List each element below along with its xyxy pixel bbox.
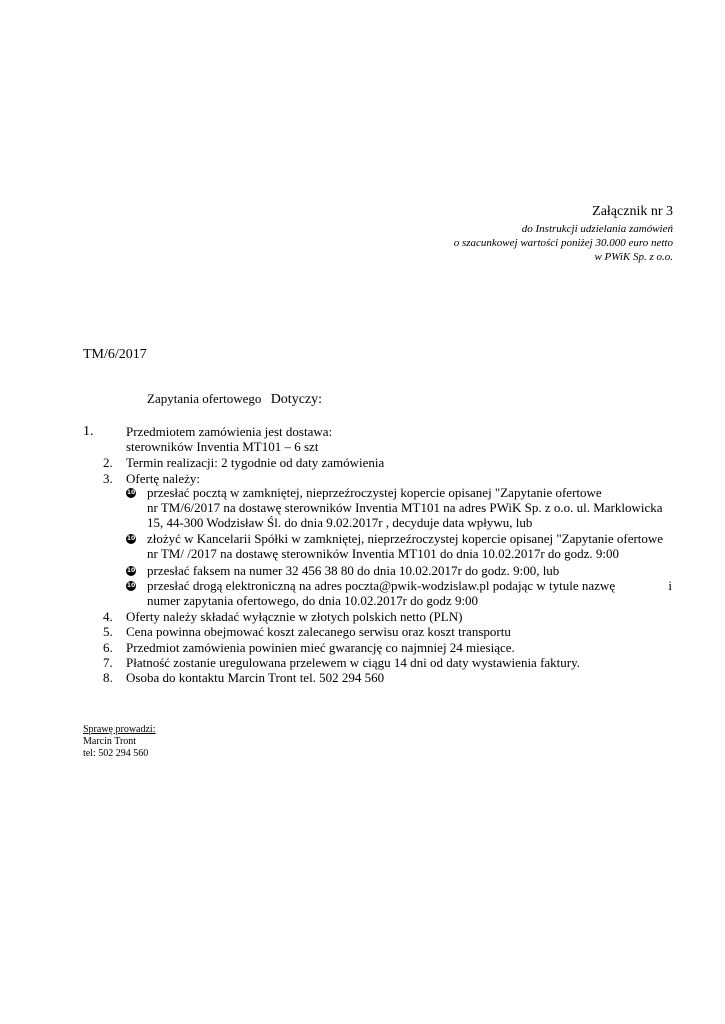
item-1-line-2: sterowników Inventia MT101 – 6 szt: [126, 439, 319, 454]
subject-line: [147, 391, 322, 408]
bullet-1-line-1: przesłać pocztą w zamkniętej, nieprzeźroczystej kopercie opisanej "Zapytanie ofertowe: [147, 485, 602, 500]
bullet-4-line-2: numer zapytania ofertowego, do dnia 10.02.2017r do godz 9:00: [147, 593, 479, 608]
bullet-1-line-2: nr TM/6/2017 na dostawę sterowników Inventia MT101 na adres PWiK Sp. z o.o. ul. Marklowicka: [147, 500, 663, 515]
bullet-4-line-1: [147, 578, 672, 593]
item-2-text: Termin realizacji: 2 tygodnie od daty zamówienia: [126, 455, 385, 470]
bullet-icon: 10: [126, 582, 136, 589]
item-4-text: Oferty należy składać wyłącznie w złotych polskich netto (PLN): [126, 609, 463, 624]
footer-label: [83, 724, 155, 735]
item-6-number: 6.: [103, 640, 113, 655]
item-5-number: 5.: [103, 624, 113, 639]
annex-subtitle-3: w PWiK Sp. z o.o.: [594, 251, 673, 263]
item-4-number: 4.: [103, 609, 113, 624]
item-8-number: 8.: [103, 670, 113, 685]
item-8-text: Osoba do kontaktu Marcin Tront tel. 502 294 560: [126, 670, 385, 685]
footer-phone: tel: 502 294 560: [83, 748, 149, 759]
bullet-2-line-2: nr TM/ /2017 na dostawę sterowników Inventia MT101 do dnia 10.02.2017r do godz. 9:00: [147, 546, 620, 561]
item-1-text: [126, 424, 332, 454]
item-3-number: 3.: [103, 471, 113, 486]
footer-name: Marcin Tront: [83, 736, 137, 747]
bullet-2-line-1: złożyć w Kancelarii Spółki w zamkniętej, nieprzeźroczystej kopercie opisanej "Zapytanie ofertowe: [147, 531, 664, 546]
item-5-text: Cena powinna obejmować koszt zalecanego serwisu oraz koszt transportu: [126, 624, 511, 639]
bullet-4-line-1-text: przesłać drogą elektroniczną na adres poczta@pwik-wodzislaw.pl podając w tytule nazwę: [147, 578, 616, 593]
item-1-number: 1.: [83, 424, 94, 439]
annex-subtitle-2: o szacunkowej wartości poniżej 30.000 euro netto: [453, 237, 673, 249]
item-6-text: Przedmiot zamówienia powinien mieć gwarancję co najmniej 24 miesiące.: [126, 640, 515, 655]
bullet-3-text: [147, 563, 559, 578]
bullet-icon: 10: [126, 489, 136, 496]
bullet-icon: 10: [126, 535, 136, 542]
bullet-3-line-1: przesłać faksem na numer 32 456 38 80 do dnia 10.02.2017r do godz. 9:00, lub: [147, 563, 560, 578]
subject-concern: Dotyczy:: [270, 392, 323, 407]
bullet-4-trailing: i: [668, 578, 672, 593]
item-1-line-1: Przedmiotem zamówienia jest dostawa:: [126, 424, 333, 439]
bullet-1-line-3: 15, 44-300 Wodzisław Śl. do dnia 9.02.2017r , decyduje data wpływu, lub: [147, 515, 533, 530]
reference-number: TM/6/2017: [83, 347, 147, 362]
item-7-number: 7.: [103, 655, 113, 670]
bullet-4-text: [147, 578, 672, 608]
bullet-icon: 10: [126, 567, 136, 574]
footer-label-text: Sprawę prowadzi:: [83, 724, 156, 735]
bullet-2-text: [147, 531, 663, 561]
item-7-text: Płatność zostanie uregulowana przelewem w ciągu 14 dni od daty wystawienia faktury.: [126, 655, 581, 670]
annex-title: Załącznik nr 3: [592, 204, 673, 219]
item-2-number: 2.: [103, 455, 113, 470]
bullet-1-text: [147, 485, 663, 530]
item-3-text: Ofertę należy:: [126, 471, 200, 486]
subject-label: Zapytania ofertowego: [147, 391, 262, 406]
annex-subtitle-1: do Instrukcji udzielania zamówień: [521, 223, 673, 235]
